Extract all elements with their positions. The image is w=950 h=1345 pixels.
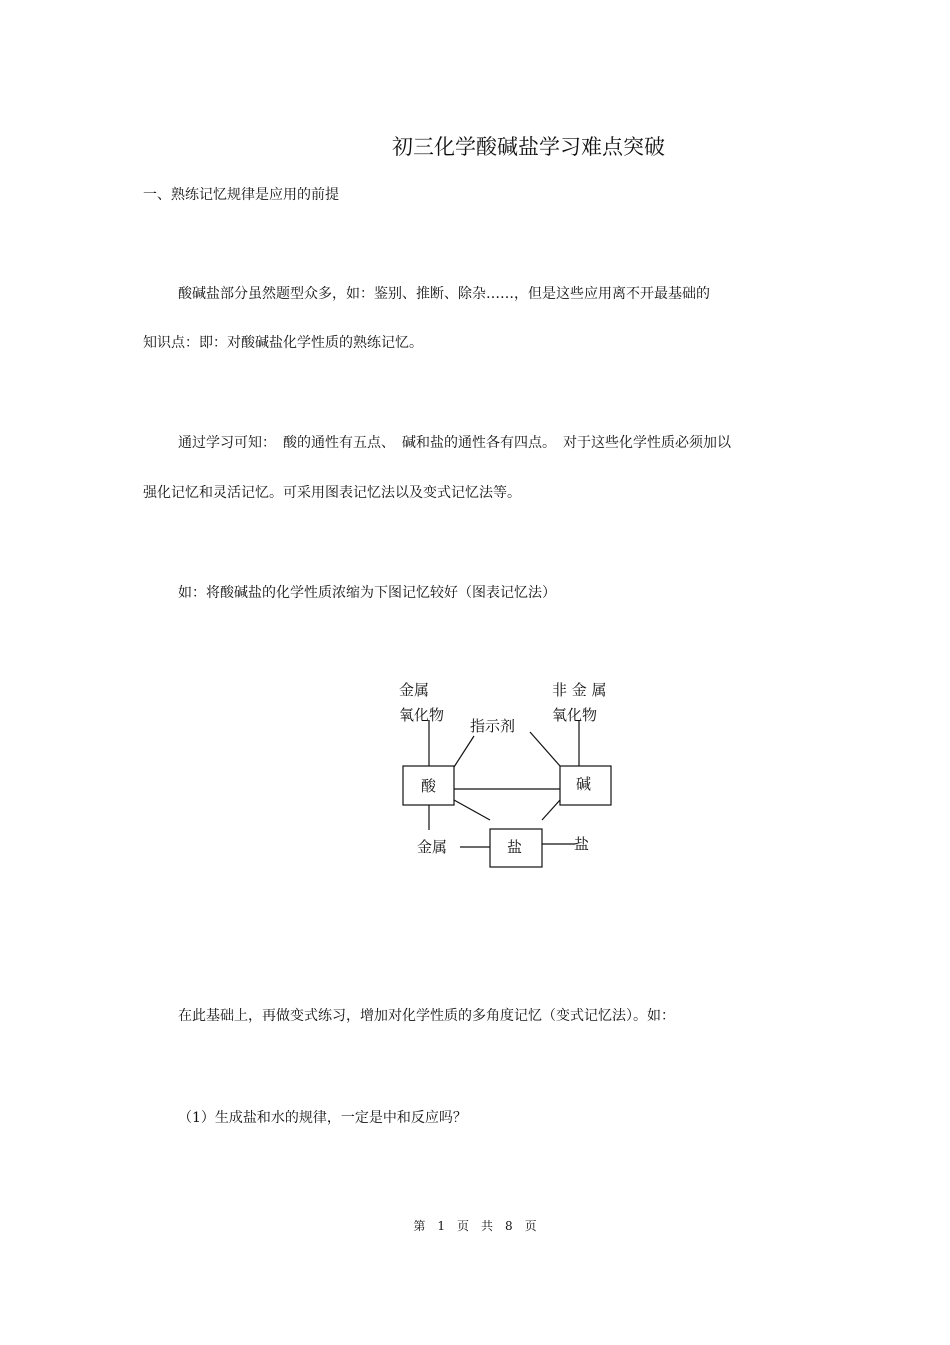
nonmetal-oxide-label-line-1: 非 金 属 xyxy=(552,681,607,699)
paragraph-1-line-1: 酸碱盐部分虽然题型众多，如：鉴别、推断、除杂……，但是这些应用离不开最基础的 xyxy=(178,286,710,302)
question-1: （1）生成盐和水的规律，一定是中和反应吗？ xyxy=(178,1110,467,1126)
metal-oxide-label-line-1: 金属 xyxy=(399,681,430,699)
acid-base-salt-diagram xyxy=(390,672,630,877)
metal-label: 金属 xyxy=(417,838,448,856)
base-label: 碱 xyxy=(576,775,592,793)
line-base-to-salt xyxy=(542,800,560,820)
acid-label: 酸 xyxy=(421,777,437,795)
indicator-label: 指示剂 xyxy=(470,717,516,735)
line-indicator-to-acid xyxy=(454,736,474,767)
paragraph-4: 在此基础上，再做变式练习，增加对化学性质的多角度记忆（变式记忆法）。如： xyxy=(178,1008,675,1024)
section-heading: 一、熟练记忆规律是应用的前提 xyxy=(143,187,339,203)
paragraph-2-line-1: 通过学习可知： 酸的通性有五点、 碱和盐的通性各有四点。 对于这些化学性质必须加以 xyxy=(178,435,731,451)
paragraph-2-line-2: 强化记忆和灵活记忆。可采用图表记忆法以及变式记忆法等。 xyxy=(143,485,521,501)
page-footer: 第 1 页 共 8 页 xyxy=(413,1219,537,1233)
metal-oxide-label-line-2: 氧化物 xyxy=(399,706,445,724)
nonmetal-oxide-label-line-2: 氧化物 xyxy=(552,706,598,724)
document-title: 初三化学酸碱盐学习难点突破 xyxy=(392,135,665,159)
salt-right-label: 盐 xyxy=(574,835,590,853)
salt-box-label: 盐 xyxy=(507,838,523,856)
line-acid-to-salt xyxy=(454,800,490,820)
paragraph-3: 如：将酸碱盐的化学性质浓缩为下图记忆较好（图表记忆法） xyxy=(178,585,556,601)
line-indicator-to-base xyxy=(530,732,560,766)
paragraph-1-line-2: 知识点：即：对酸碱盐化学性质的熟练记忆。 xyxy=(143,335,423,351)
